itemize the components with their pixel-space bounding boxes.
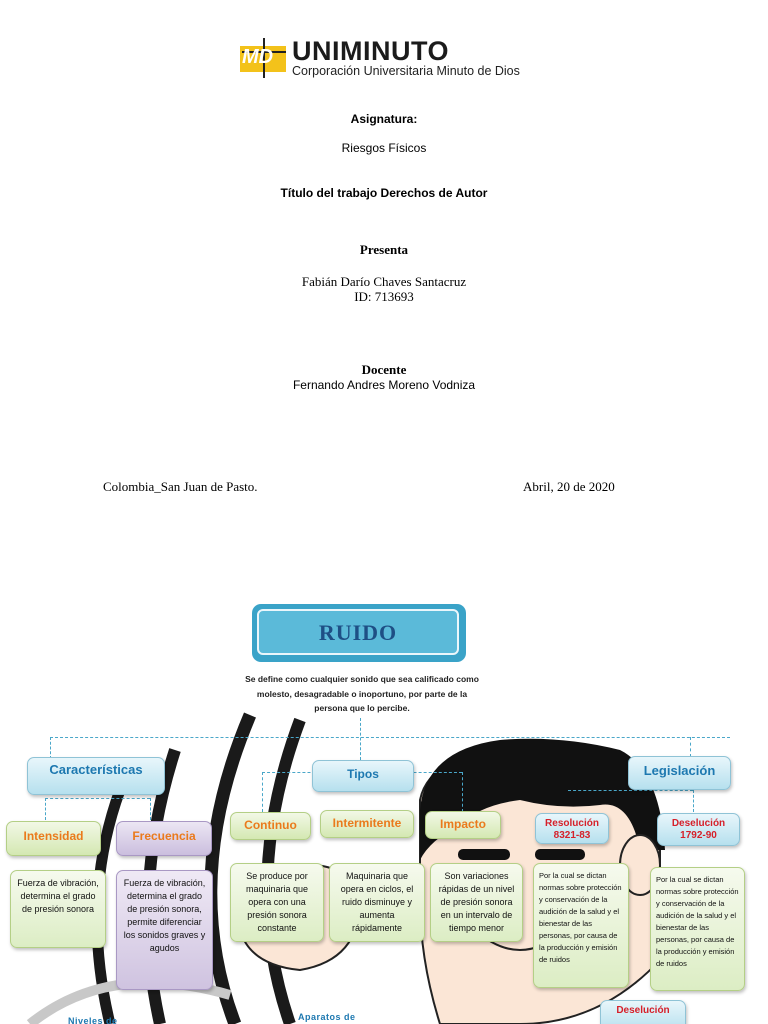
connector-left-drop [50,737,51,759]
author-name: Fabián Darío Chaves Santacruz [301,274,467,289]
branch-tipos: Tipos [312,760,414,792]
node-continuo: Continuo [230,812,311,840]
connector-res2 [693,790,694,812]
connector-leg-split [568,790,693,791]
place-text: Colombia_San Juan de Pasto. [103,479,258,494]
uniminuto-logo [238,18,528,90]
title-inner [257,609,459,655]
work-title: Título del trabajo Derechos de Autor [280,186,488,200]
branch-caracteristicas: Características [27,757,165,795]
desc-resolucion-8321-83: Por la cual se dictan normas sobre protección y conservación de la audición de la salud y el bienestar de las personas, por causa de la producción y emisión de ruidos [533,863,629,988]
desc-intensidad: Fuerza de vibración, determina el grado de presión sonora [10,870,106,948]
connector-intensidad [45,798,46,820]
node-impacto: Impacto [425,811,501,839]
connector-impacto [462,772,463,812]
node-intensidad: Intensidad [6,821,101,856]
teacher-name: Fernando Andres Moreno Vodniza [292,378,476,392]
node-intermitente: Intermitente [320,810,414,838]
connector-center-drop [360,718,361,760]
mindmap-title: RUIDO [318,620,398,645]
node-deselucion-bottom: Deselución [600,1000,686,1024]
desc-continuo: Se produce por maquinaria que opera con una presión sonora constante [230,863,324,942]
date-text: Abril, 20 de 2020 [523,479,615,494]
branch-legislacion: Legislación [628,756,731,790]
connector-frecuencia [150,798,151,820]
logo-mark-text: MD [242,46,274,68]
logo-subtitle: Corporación Universitaria Minuto de Dios [292,64,520,78]
desc-impacto: Son variaciones rápidas de un nivel de presión sonora en un intervalo de tiempo menor [430,863,523,942]
teacher-label: Docente [361,362,407,377]
definition-text: Se define como cualquier sonido que sea calificado como molesto, desagradable o inoportuno, por parte de la persona que lo percibe. [245,674,479,713]
noise-mind-map [0,600,768,1024]
title-frame [252,604,466,662]
connector-continuo [262,772,263,812]
label-aparatos: Aparatos de [298,1012,356,1022]
node-deselucion-1792-90: Deselución 1792-90 [657,813,740,846]
subject-label: Asignatura: [350,112,418,126]
label-niveles: Niveles de [68,1016,118,1024]
author-id: ID: 713693 [354,289,414,304]
connector-top [50,737,730,738]
connector-char-split [45,798,150,799]
desc-intermitente: Maquinaria que opera en ciclos, el ruido disminuye y aumenta rápidamente [329,863,425,942]
desc-frecuencia: Fuerza de vibración, determina el grado de presión sonora, permite diferenciar los sonidos graves y agudos [116,870,213,990]
node-frecuencia: Frecuencia [116,821,212,856]
node-resolucion-8321-83: Resolución 8321-83 [535,813,609,844]
subject-name: Riesgos Físicos [341,141,427,155]
desc-deselucion-1792-90: Por la cual se dictan normas sobre protección y conservación de la audición de la salud y el bienestar de las personas, por causa de la producción y emisión de ruidos [650,867,745,991]
logo-brand: UNIMINUTO [292,36,449,66]
presents-label: Presenta [359,242,409,257]
connector-right-drop [690,737,691,757]
